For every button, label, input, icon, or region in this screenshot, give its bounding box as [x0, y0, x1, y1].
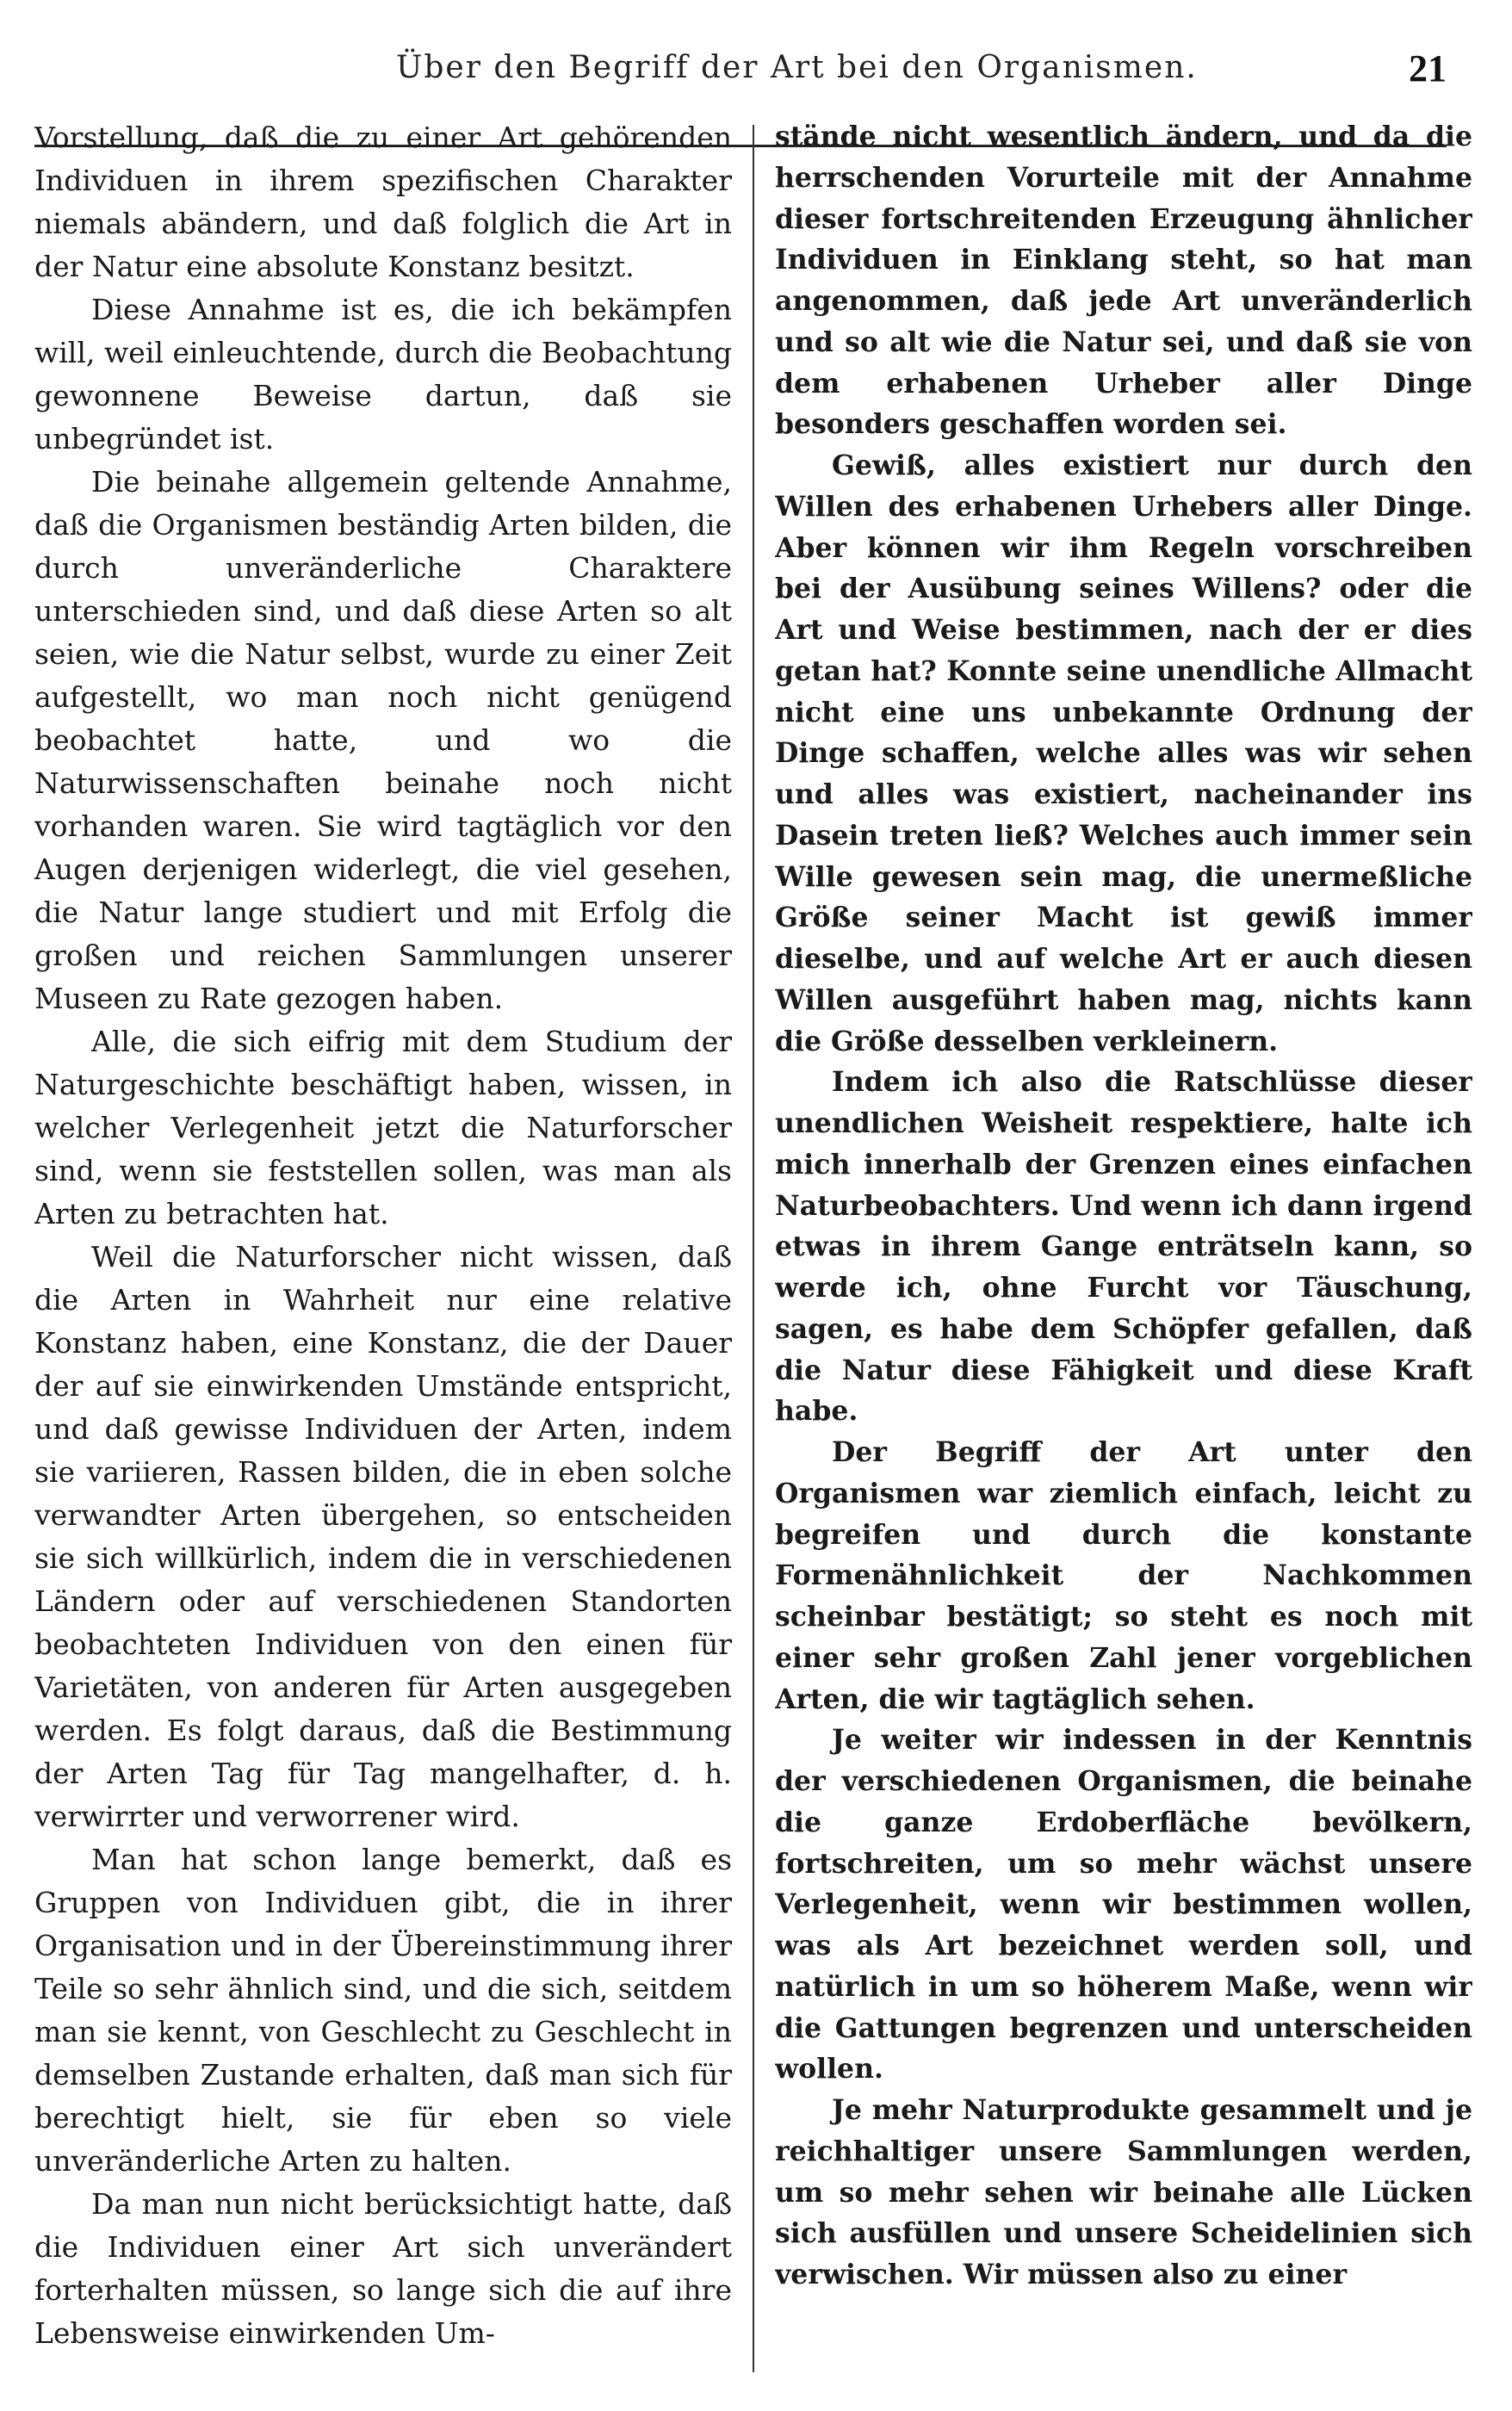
- running-title: Über den Begriff der Art bei den Organismen.: [396, 50, 1198, 85]
- column-divider: [753, 125, 754, 2372]
- page-number: 21: [1409, 47, 1447, 90]
- paragraph: Je mehr Naturprodukte gesammelt und je reichhaltiger unsere Sammlungen werden, um so mehr sehen wir beinahe alle Lücken sich ausfüllen und unsere Scheidelinien sich verwischen. Wir müssen also zu einer: [775, 2094, 1472, 2290]
- paragraph: stände nicht wesentlich ändern, und da die herrschenden Vorurteile mit der Annahme dieser fortschreitenden Erzeugung ähnlicher Individuen in Einklang steht, so hat man angenommen, daß jede Art unveränderlich und so alt wie die Natur sei, und daß sie von dem erhabenen Urheber aller Dinge besonders geschaffen worden sei.: [775, 121, 1472, 441]
- paragraph: Alle, die sich eifrig mit dem Studium der Naturgeschichte beschäftigt haben, wissen, in welcher Verlegenheit jetzt die Naturforscher sind, wenn sie feststellen sollen, was man als Arten zu betrachten hat.: [34, 1025, 732, 1230]
- paragraph: Diese Annahme ist es, die ich bekämpfen will, weil einleuchtende, durch die Beobachtung gewonnene Beweise dartun, daß sie unbegründet ist.: [34, 293, 732, 456]
- paragraph: Weil die Naturforscher nicht wissen, daß die Arten in Wahrheit nur eine relative Konstanz haben, eine Konstanz, die der Dauer der auf sie einwirkenden Umstände entspricht, und daß gewisse Individuen der Arten, indem sie variieren, Rassen bilden, die in eben solche verwandter Arten übergehen, so entscheiden sie sich willkürlich, indem die in verschiedenen Ländern oder auf verschiedenen Standorten beobachteten Individuen von den einen für Varietäten, von anderen für Arten ausgegeben werden. Es folgt daraus, daß die Bestimmung der Arten Tag für Tag mangelhafter, d. h. verwirrter und verworrener wird.: [34, 1240, 732, 1833]
- paragraph: Indem ich also die Ratschlüsse dieser unendlichen Weisheit respektiere, halte ich mich innerhalb der Grenzen eines einfachen Naturbeobachters. Und wenn ich dann irgend etwas in ihrem Gange enträtseln kann, so werde ich, ohne Furcht vor Täuschung, sagen, es habe dem Schöpfer gefallen, daß die Natur diese Fähigkeit und diese Kraft habe.: [775, 1066, 1472, 1428]
- paragraph: Vorstellung, daß die zu einer Art gehörenden Individuen in ihrem spezifischen Charakter niemals abändern, und daß folglich die Art in der Natur eine absolute Konstanz besitzt.: [34, 121, 732, 283]
- paragraph: Je weiter wir indessen in der Kenntnis der verschiedenen Organismen, die beinahe die ganze Erdoberfläche bevölkern, fortschreiten, um so mehr wächst unsere Verlegenheit, wenn wir bestimmen wollen, was als Art bezeichnet werden soll, und natürlich in um so höherem Maße, wenn wir die Gattungen begrenzen und unterscheiden wollen.: [775, 1724, 1472, 2086]
- paragraph: Die beinahe allgemein geltende Annahme, daß die Organismen beständig Arten bilden, die durch unveränderliche Charaktere unterschieden sind, und daß diese Arten so alt seien, wie die Natur selbst, wurde zu einer Zeit aufgestellt, wo man noch nicht genügend beobachtet hatte, und wo die Naturwissenschaften beinahe noch nicht vorhanden waren. Sie wird tagtäglich vor den Augen derjenigen widerlegt, die viel gesehen, die Natur lange studiert und mit Erfolg die großen und reichen Sammlungen unserer Museen zu Rate gezogen haben.: [34, 465, 732, 1015]
- page-header: [34, 43, 1447, 103]
- page: [34, 0, 1472, 2411]
- paragraph: Der Begriff der Art unter den Organismen war ziemlich einfach, leicht zu begreifen und durch die konstante Formenähnlichkeit der Nachkommen scheinbar bestätigt; so steht es noch mit einer sehr großen Zahl jener vorgeblichen Arten, die wir tagtäglich sehen.: [775, 1436, 1472, 1715]
- left-column: [34, 116, 732, 2381]
- right-column: [775, 116, 1472, 2381]
- paragraph: Man hat schon lange bemerkt, daß es Gruppen von Individuen gibt, die in ihrer Organisation und in der Übereinstimmung ihrer Teile so sehr ähnlich sind, und die sich, seitdem man sie kennt, von Geschlecht zu Geschlecht in demselben Zustande erhalten, daß man sich für berechtigt hielt, sie für eben so viele unveränderliche Arten zu halten.: [34, 1843, 732, 2178]
- paragraph: Gewiß, alles existiert nur durch den Willen des erhabenen Urhebers aller Dinge. Aber können wir ihm Regeln vorschreiben bei der Ausübung seines Willens? oder die Art und Weise bestimmen, nach der er dies getan hat? Konnte seine unendliche Allmacht nicht eine uns unbekannte Ordnung der Dinge schaffen, welche alles was wir sehen und alles was existiert, nacheinander ins Dasein treten ließ? Welches auch immer sein Wille gewesen sein mag, die unermeßliche Größe seiner Macht ist gewiß immer dieselbe, und auf welche Art er auch diesen Willen ausgeführt haben mag, nichts kann die Größe desselben verkleinern.: [775, 449, 1472, 1057]
- paragraph: Da man nun nicht berücksichtigt hatte, daß die Individuen einer Art sich unverändert forterhalten müssen, so lange sich die auf ihre Lebensweise einwirkenden Um-: [34, 2187, 732, 2350]
